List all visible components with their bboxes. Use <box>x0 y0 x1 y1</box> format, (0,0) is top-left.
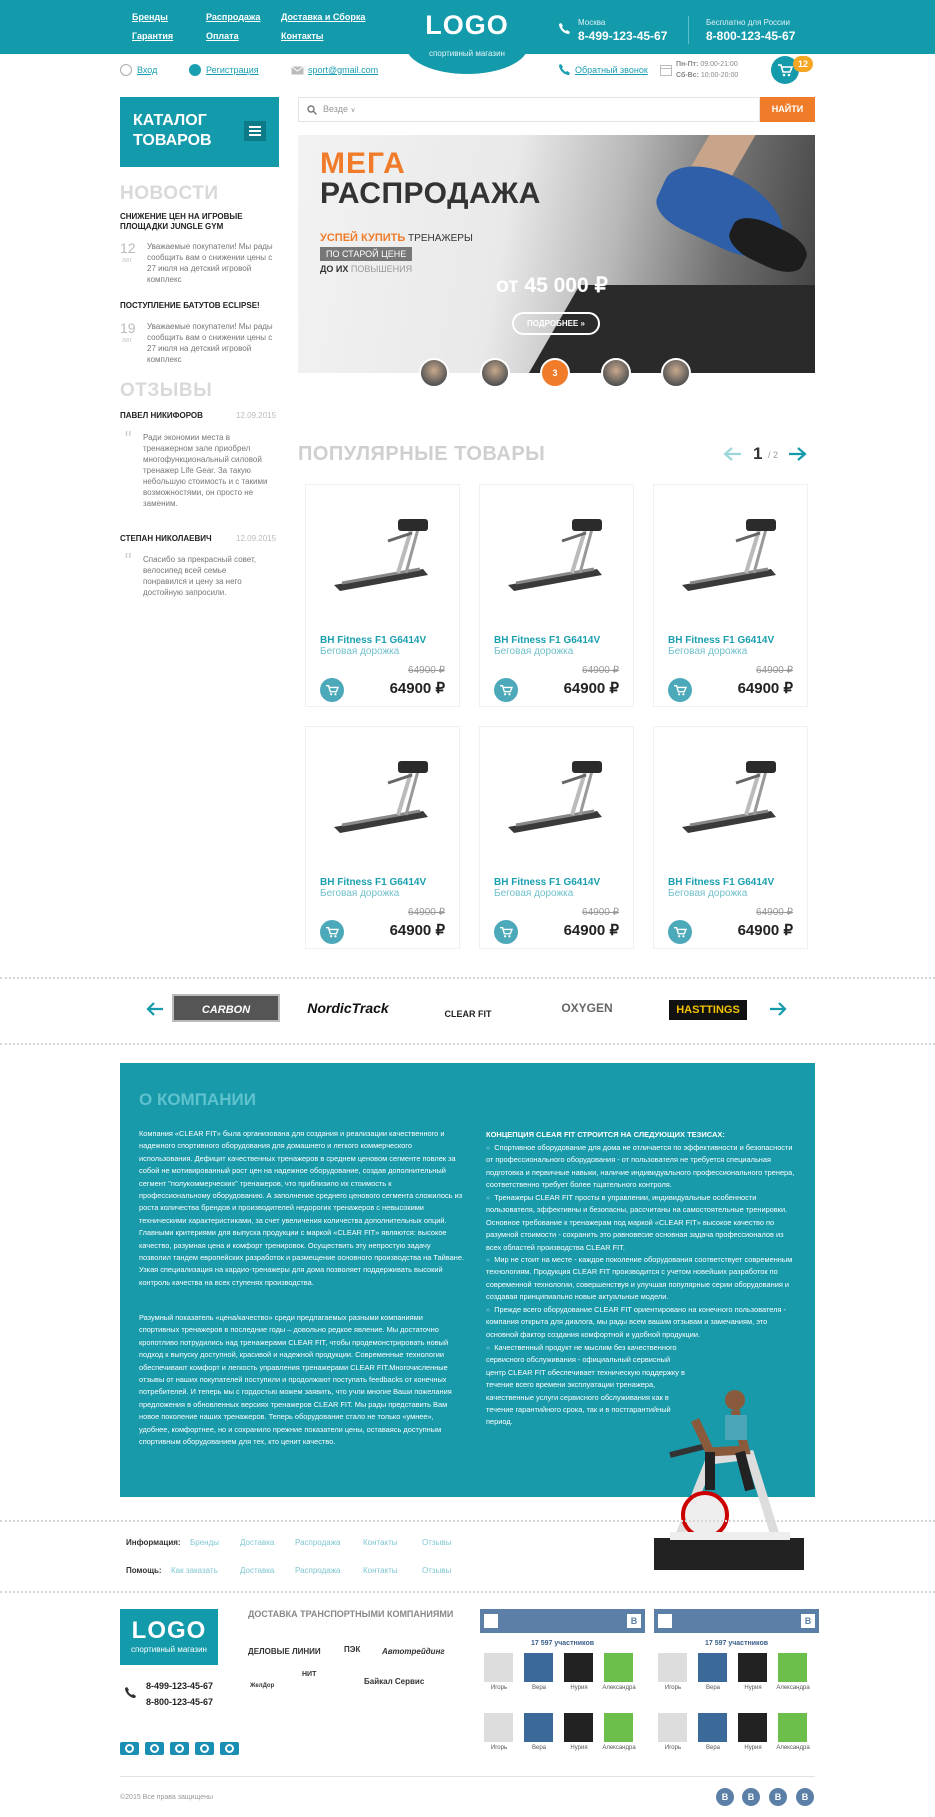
slider-thumb[interactable] <box>661 358 691 388</box>
divider <box>0 1043 935 1045</box>
carrier-logo: Байкал Сервис <box>364 1677 425 1686</box>
product-card[interactable] <box>479 726 634 949</box>
search-button[interactable]: НАЙТИ <box>760 97 815 122</box>
thesis-item <box>486 1142 796 1192</box>
brands-prev-icon[interactable] <box>146 1001 164 1017</box>
cart-icon <box>325 684 339 696</box>
thesis-item <box>486 1192 796 1254</box>
thesis-marker-icon: » <box>486 1305 491 1314</box>
footer-link[interactable]: Отзывы <box>422 1566 452 1575</box>
thesis-text: Тренажеры CLEAR FIT просты в управлении, индивидуальные особенности пользователя, эффективны и безопасны, рассчитаны на самостоятельные тренировки. Основное требование к тренажерам под маркой «CLEAR FIT» высокое качество по разумной стоимости - сохранить это равновесие основная задача профессионалов из всех областей производства CLEAR FIT. <box>486 1193 788 1252</box>
news-item-text: Уважаемые покупатели! Мы рады сообщить вам о снижении цены с 27 июля на детский игровой комплекс <box>147 322 273 364</box>
banner-sale: РАСПРОДАЖА <box>320 177 541 210</box>
footer-info-label: Информация: <box>126 1538 181 1547</box>
reviews-heading: ОТЗЫВЫ <box>120 380 213 401</box>
add-to-cart-button[interactable] <box>320 920 344 944</box>
carrier-logo: Автотрейдинг <box>382 1647 445 1656</box>
thesis-marker-icon: » <box>486 1143 491 1152</box>
vk-member-avatar[interactable] <box>778 1653 807 1682</box>
vk-header <box>654 1609 819 1633</box>
review-author: СТЕПАН НИКОЛАЕВИЧ <box>120 534 212 543</box>
brand-nordictrack[interactable]: NordicTrack <box>307 1000 389 1016</box>
banner-hurry-rest: ТРЕНАЖЕРЫ <box>408 233 473 244</box>
product-category: Беговая дорожка <box>494 646 574 657</box>
vk-member-name: Нурия <box>744 1745 762 1751</box>
hours-weekend <box>676 72 738 79</box>
prev-arrow-icon[interactable] <box>723 446 743 462</box>
social-icon[interactable] <box>220 1742 239 1755</box>
footer-help-label: Помощь: <box>126 1566 162 1575</box>
vk-member-name: Вера <box>531 1745 546 1751</box>
nav-warranty[interactable]: Гарантия <box>132 31 174 41</box>
nav-delivery[interactable]: Доставка и Сборка <box>281 12 366 22</box>
vk-member-avatar[interactable] <box>658 1713 687 1742</box>
carrier-logo: ДЕЛОВЫЕ ЛИНИИ <box>248 1647 321 1656</box>
search-scope-select[interactable] <box>323 104 356 114</box>
about-heading: О КОМПАНИИ <box>139 1090 256 1109</box>
phone1-number[interactable]: 8-499-123-45-67 <box>578 29 668 43</box>
product-category: Беговая дорожка <box>668 646 748 657</box>
divider <box>0 977 935 979</box>
double-chevron-right-icon: » <box>580 319 585 328</box>
product-price: 64900 ₽ <box>563 922 619 939</box>
product-old-price: 64900 ₽ <box>582 665 619 676</box>
login-link[interactable]: Вход <box>137 65 158 75</box>
vk-b-icon: B <box>627 1614 641 1628</box>
banner-until <box>320 264 412 274</box>
brand-hasttings[interactable]: HASTTINGS <box>669 1000 747 1020</box>
news-item-title[interactable]: ПОСТУПЛЕНИЕ БАТУТОВ ECLIPSE! <box>120 301 260 310</box>
phone2-number[interactable]: 8-800-123-45-67 <box>706 29 796 43</box>
chevron-down-icon: ∨ <box>350 107 356 114</box>
banner-old-price: ПО СТАРОЙ ЦЕНЕ <box>320 247 412 261</box>
social-icon[interactable] <box>170 1742 189 1755</box>
review-text: Спасибо за прекрасный совет, велосипед всей семье понравился и цену за него достойную запросили. <box>143 555 256 597</box>
cart-icon <box>499 926 513 938</box>
vk-widget[interactable] <box>480 1609 645 1759</box>
thesis-item <box>486 1304 796 1341</box>
search-bar[interactable] <box>298 97 760 122</box>
news-heading: НОВОСТИ <box>120 183 219 204</box>
vk-member-avatar[interactable] <box>484 1653 513 1682</box>
footer-link[interactable]: Доставка <box>240 1566 275 1575</box>
vk-member-avatar[interactable] <box>738 1653 767 1682</box>
product-category: Беговая дорожка <box>494 888 574 899</box>
product-name[interactable]: BH Fitness F1 G6414V <box>320 635 427 646</box>
banner-until-word: ДО ИХ <box>320 264 349 274</box>
treadmill-image <box>676 755 784 837</box>
vk-member-name: Игорь <box>664 1745 682 1751</box>
site-logo-subtitle: спортивный магазин <box>429 49 505 58</box>
footer-link[interactable]: Бренды <box>190 1538 219 1547</box>
thesis-marker-icon: » <box>486 1343 491 1352</box>
site-logo[interactable]: LOGO <box>425 10 509 40</box>
product-price: 64900 ₽ <box>563 680 619 697</box>
phone2-city: Бесплатно для России <box>706 18 790 27</box>
thesis-item <box>486 1254 796 1304</box>
vk-member-avatar[interactable] <box>564 1713 593 1742</box>
product-category: Беговая дорожка <box>320 646 400 657</box>
footer-phone2[interactable]: 8-800-123-45-67 <box>146 1697 214 1707</box>
news-item-month: авг <box>122 337 133 344</box>
product-old-price: 64900 ₽ <box>756 665 793 676</box>
news-item-text: Уважаемые покупатели! Мы рады сообщить вам о снижении цены с 27 июля на детский игровой комплекс <box>147 242 273 284</box>
hours-weekend-value: 10:00-20:00 <box>700 72 739 79</box>
vk-b-icon: B <box>801 1614 815 1628</box>
vk-member-avatar[interactable] <box>698 1713 727 1742</box>
product-name[interactable]: BH Fitness F1 G6414V <box>320 877 427 888</box>
carrier-logo: ПЭК <box>344 1645 361 1654</box>
thesis-heading: КОНЦЕПЦИЯ CLEAR FIT СТРОИТСЯ НА СЛЕДУЮЩИХ ТЕЗИСАХ: <box>486 1130 725 1139</box>
product-old-price: 64900 ₽ <box>408 665 445 676</box>
search-icon <box>307 105 317 115</box>
footer-link[interactable]: Распродажа <box>295 1538 341 1547</box>
footer-link[interactable]: Отзывы <box>422 1538 452 1547</box>
user-icon <box>189 64 201 76</box>
slider-thumb[interactable] <box>480 358 510 388</box>
nav-payment[interactable]: Оплата <box>206 31 239 41</box>
next-arrow-icon[interactable] <box>787 446 807 462</box>
brand-oxygen[interactable]: OXYGEN <box>561 1001 613 1015</box>
vk-member-avatar[interactable] <box>698 1653 727 1682</box>
slider-thumb-active[interactable]: 3 <box>540 358 570 388</box>
footer-link[interactable]: Контакты <box>363 1566 398 1575</box>
product-old-price: 64900 ₽ <box>756 907 793 918</box>
news-item-month: авг <box>122 257 133 264</box>
delivery-heading: ДОСТАВКА ТРАНСПОРТНЫМИ КОМПАНИЯМИ <box>248 1609 454 1619</box>
footer-link[interactable]: Распродажа <box>295 1566 341 1575</box>
vk-member-name: Игорь <box>490 1745 508 1751</box>
email-link[interactable]: sport@gmail.com <box>308 65 379 75</box>
vk-member-avatar[interactable] <box>524 1713 553 1742</box>
banner-until-rest: ПОВЫШЕНИЯ <box>350 264 413 274</box>
treadmill-image <box>328 755 436 837</box>
about-paragraph: Компания «CLEAR FIT» была организована для создания и реализации качественного и надежного спортивного оборудования для домашнего и легкого коммерческого использования. Дефицит качественных тренажеров в среднем ценовом сегменте повлек за собой не мотивированный рост цен на надежное оборудование, создав дополнительный сегмент "полукоммерческих" тренажеров, что приблизило их стоимость к профессиональному оборудованию. А заполнение среднего ценового сегмента сложилось из роста количества брендов и производителей недорогих тренажеров с невысокими техническими характеристиками, за счет увеличения количества дополнительных опций. Главными критериями для выпуска продукции с маркой «CLEAR FIT» являются: высокое качество, разумная цена и комфорт тренировок. Осуществить эту непростую задачу позволил тандем европейских разработок и размещение основного производства на Тайване. Узкая специализация на кардио-тренажеры для дома позволяет поддерживать высокий контроль качества на всех ступенях производства. <box>139 1129 464 1287</box>
social-b-button[interactable]: B <box>742 1788 760 1806</box>
carrier-logo: НИТ <box>302 1671 317 1678</box>
brands-next-icon[interactable] <box>769 1001 787 1017</box>
vk-member-avatar[interactable] <box>658 1653 687 1682</box>
about-paragraph: Разумный показатель «цена/качество» среди предлагаемых разными компаниями спортивных тренажеров в последние годы – довольно редкое явление. Мы достаточно кропотливо потрудились над тренажерами CLEAR FIT, чтобы продемонстрировать новый подход к выпуску доступной, красивой и надежной продукции. Современные технологии обеспечивают комфорт и легкость управления тренажерами CLEAR FIT.Многочисленные отзывы от наших покупателей поступили и продолжают поступать feedbacks от конечных потребителей. И теперь мы с гордостью можем заявить, что учли многие Ваши пожелания предложения в обновленных версиях тренажеров CLEAR FIT. Мы рады представить Вам новое поколение наших тренажеров. Теперь оборудование стало не только «умнее», удобнее, комфортнее, но и сохранило прежние показатели цены, оставаясь доступным спортивным оборудованием для тех, кто ценит качество. <box>139 1313 452 1447</box>
login-icon <box>120 64 132 76</box>
social-icon[interactable] <box>145 1742 164 1755</box>
nav-brands[interactable]: Бренды <box>132 12 168 22</box>
review-date: 12.09.2015 <box>236 411 277 420</box>
cart-icon <box>673 684 687 696</box>
vk-member-count: 17 597 участников <box>704 1640 769 1647</box>
news-item-title[interactable]: СНИЖЕНИЕ ЦЕН НА ИГРОВЫЕ ПЛОЩАДКИ JUNGLE GYM <box>120 212 243 231</box>
slider-thumb[interactable] <box>419 358 449 388</box>
page-current: 1 <box>753 444 763 463</box>
thesis-text: Качественный продукт не мыслим без качественного сервисного обслуживания - официальный сервисный центр CLEAR FIT обеспечивает техническую поддержку в течение всего времени эксплуатации тренажера, качественные услуги сервисного обслуживания как в течение гарантийного срока, так и в постгарантийный период. <box>486 1343 685 1427</box>
vk-member-name: Александра <box>602 1745 636 1751</box>
footer-logo-subtitle: спортивный магазин <box>131 1645 207 1654</box>
add-to-cart-button[interactable] <box>668 920 692 944</box>
banner-price: от 45 000 ₽ <box>496 274 608 297</box>
vk-member-name: Нурия <box>570 1685 588 1691</box>
cart-icon <box>499 684 513 696</box>
thesis-text: Спортивное оборудование для дома не отличается по эффективности и безопасности от профессионального оборудования - от пользователя не требуется специальная подготовка и первичные навыки, наличие индивидуального профессионального тренера, соответственно требует более тщательного контроля. <box>486 1143 795 1190</box>
hours-weekend-label: Сб-Вс: <box>676 72 699 79</box>
nav-sale[interactable]: Распродажа <box>206 12 261 22</box>
register-link[interactable]: Регистрация <box>206 65 259 75</box>
vk-member-avatar[interactable] <box>738 1713 767 1742</box>
hours-weekdays-label: Пн-Пт: <box>676 61 699 68</box>
footer-link[interactable]: Как заказать <box>171 1566 218 1575</box>
phone-divider <box>688 16 689 44</box>
nav-contacts[interactable]: Контакты <box>281 31 324 41</box>
vk-member-count: 17 597 участников <box>530 1640 595 1647</box>
news-item-day: 12 <box>120 240 136 256</box>
footer-logo-text: LOGO <box>131 1617 207 1644</box>
cart-icon <box>777 63 793 77</box>
footer-link[interactable]: Контакты <box>363 1538 398 1547</box>
divider <box>120 1776 815 1777</box>
footer-logo[interactable] <box>120 1609 218 1665</box>
vk-member-name: Вера <box>531 1685 546 1691</box>
copyright: ©2015 Все права защищены <box>120 1794 213 1801</box>
catalog-button[interactable] <box>120 97 279 167</box>
vk-member-name: Александра <box>602 1685 636 1691</box>
add-to-cart-button[interactable] <box>668 678 692 702</box>
product-name[interactable]: BH Fitness F1 G6414V <box>494 877 601 888</box>
vk-member-avatar[interactable] <box>564 1653 593 1682</box>
carrier-logo: ЖелДор <box>250 1683 275 1689</box>
mail-icon <box>291 66 304 75</box>
calendar-icon <box>660 64 672 76</box>
treadmill-image <box>502 513 610 595</box>
treadmill-image <box>502 755 610 837</box>
thesis-text: Прежде всего оборудование CLEAR FIT ориентировано на конечного пользователя - компания открыта для диалога, мы рады всем вашим отзывам и замечаниям, это основной фактор создания комфортной и удобной продукции. <box>486 1305 786 1339</box>
add-to-cart-button[interactable] <box>494 920 518 944</box>
catalog-title: КАТАЛОГ ТОВАРОВ <box>133 112 212 149</box>
vk-widget[interactable] <box>654 1609 819 1759</box>
product-card[interactable] <box>653 484 808 707</box>
review-date: 12.09.2015 <box>236 534 277 543</box>
add-to-cart-button[interactable] <box>494 678 518 702</box>
divider <box>0 1591 935 1593</box>
vk-header <box>480 1609 645 1633</box>
page-total: / 2 <box>768 450 779 460</box>
product-price: 64900 ₽ <box>737 922 793 939</box>
promo-banner[interactable] <box>298 135 815 373</box>
slider-thumb[interactable] <box>601 358 631 388</box>
product-old-price: 64900 ₽ <box>408 907 445 918</box>
banner-more-button[interactable] <box>512 312 600 335</box>
vk-member-avatar[interactable] <box>604 1713 633 1742</box>
popular-heading: ПОПУЛЯРНЫЕ ТОВАРЫ <box>298 443 546 465</box>
quote-icon: " <box>124 550 133 571</box>
vk-logo-icon <box>484 1614 498 1628</box>
brand-carbon[interactable]: CARBON <box>172 994 280 1022</box>
banner-hurry <box>320 232 473 244</box>
product-price: 64900 ₽ <box>389 922 445 939</box>
thesis-marker-icon: » <box>486 1193 491 1202</box>
vk-member-name: Игорь <box>664 1685 682 1691</box>
review-author: ПАВЕЛ НИКИФОРОВ <box>120 411 203 420</box>
cart-icon <box>325 926 339 938</box>
product-card[interactable] <box>479 484 634 707</box>
banner-more-label: ПОДРОБНЕЕ <box>527 319 579 328</box>
brand-clearfit[interactable]: CLEAR FIT <box>444 1009 492 1019</box>
social-b-button[interactable]: B <box>796 1788 814 1806</box>
product-price: 64900 ₽ <box>737 680 793 697</box>
treadmill-image <box>676 513 784 595</box>
footer-info-row <box>126 1538 189 1547</box>
cart-count-badge: 12 <box>793 56 813 72</box>
social-b-button[interactable]: B <box>716 1788 734 1806</box>
phone-icon <box>124 1686 137 1699</box>
product-old-price: 64900 ₽ <box>582 907 619 918</box>
vk-member-name: Игорь <box>490 1685 508 1691</box>
vk-member-avatar[interactable] <box>524 1653 553 1682</box>
exercise-bike-image <box>640 1360 815 1575</box>
vk-member-name: Вера <box>705 1685 720 1691</box>
footer-help-row <box>126 1566 170 1575</box>
product-name[interactable]: BH Fitness F1 G6414V <box>668 877 775 888</box>
banner-hurry-accent: УСПЕЙ КУПИТЬ <box>320 232 406 244</box>
social-b-button[interactable]: B <box>769 1788 787 1806</box>
vk-member-avatar[interactable] <box>778 1713 807 1742</box>
vk-member-avatar[interactable] <box>484 1713 513 1742</box>
vk-member-name: Александра <box>776 1685 810 1691</box>
product-card[interactable] <box>305 726 460 949</box>
vk-member-name: Александра <box>776 1745 810 1751</box>
product-category: Беговая дорожка <box>668 888 748 899</box>
vk-logo-icon <box>658 1614 672 1628</box>
product-card[interactable] <box>305 484 460 707</box>
thesis-marker-icon: » <box>486 1255 491 1264</box>
vk-member-name: Вера <box>705 1745 720 1751</box>
callback-link[interactable]: Обратный звонок <box>575 65 648 75</box>
footer-phone1[interactable]: 8-499-123-45-67 <box>146 1681 214 1691</box>
hours-weekdays <box>676 61 738 68</box>
product-price: 64900 ₽ <box>389 680 445 697</box>
footer-link[interactable]: Доставка <box>240 1538 275 1547</box>
vk-member-avatar[interactable] <box>604 1653 633 1682</box>
social-icon[interactable] <box>120 1742 139 1755</box>
product-card[interactable] <box>653 726 808 949</box>
news-item-day: 19 <box>120 320 136 336</box>
review-text: Ради экономии места в тренажерном зале приобрел многофункциональный силовой тренажер Life Gear. За такую небольшую стоимость и с такими возможностями, он просто не заменим. <box>143 433 268 508</box>
product-category: Беговая дорожка <box>320 888 400 899</box>
product-name[interactable]: BH Fitness F1 G6414V <box>494 635 601 646</box>
phone1-city: Москва <box>578 18 606 27</box>
divider <box>0 1520 935 1522</box>
hours-weekdays-value: 09:00-21:00 <box>700 61 738 68</box>
callback-phone-icon <box>558 63 571 76</box>
treadmill-image <box>328 513 436 595</box>
quote-icon: " <box>124 428 133 449</box>
phone-icon <box>558 22 571 35</box>
menu-icon <box>244 121 266 141</box>
add-to-cart-button[interactable] <box>320 678 344 702</box>
social-icon[interactable] <box>195 1742 214 1755</box>
search-scope-value: Везде <box>323 104 348 114</box>
vk-member-name: Нурия <box>570 1745 588 1751</box>
banner-mega: МЕГА <box>320 147 406 180</box>
thesis-text: Мир не стоит на месте - каждое поколение оборудования соответствует современным технологиям. Продукция CLEAR FIT производится с учетом новейших разработок по современной технологии, совершенствуя и улучшая популярные серии оборудования и создавая принципиально новые актуальные модели. <box>486 1255 793 1302</box>
product-name[interactable]: BH Fitness F1 G6414V <box>668 635 775 646</box>
cart-icon <box>673 926 687 938</box>
vk-member-name: Нурия <box>744 1685 762 1691</box>
